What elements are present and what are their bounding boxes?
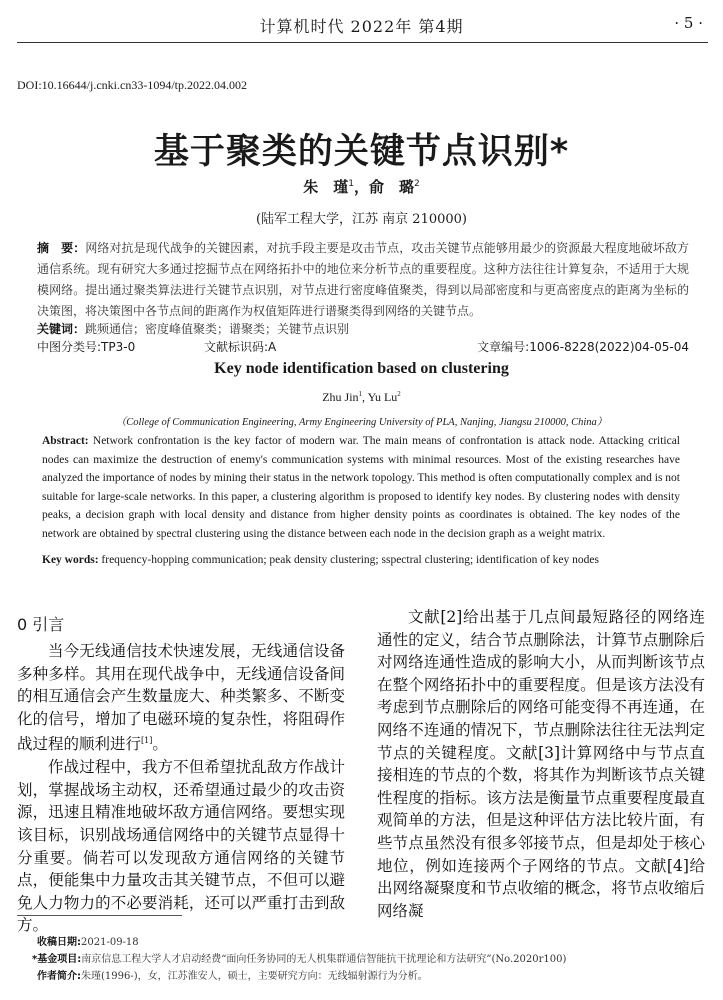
body-column-left [17, 640, 345, 937]
keywords-en-text: frequency-hopping communication; peak density clustering; sspectral clustering; identification of key nodes [98, 554, 599, 566]
running-head-journal: 计算机时代 2022年 第4期 [259, 17, 464, 36]
fund-text: 南京信息工程大学人才启动经费“面向任务协同的无人机集群通信智能抗干扰理论和方法研究”(No.2020r100) [81, 954, 567, 965]
keywords-en-label: Key words: [42, 554, 99, 566]
author-bio-label: 作者简介: [37, 971, 81, 982]
paper-title-en: Key node identification based on clustering [214, 360, 509, 377]
document-code: 文献标识码:A [204, 340, 277, 354]
header-divider [17, 42, 708, 43]
paragraph-text: 当今无线通信技术快速发展，无线通信设备多种多样。其用在现代战争中，无线通信设备间的相互通信会产生数量庞大、种类繁多、不断变化的信号，增加了电磁环境的复杂性，将阻碍作战过程的顺利进行 [17, 642, 345, 754]
footnote-fund [32, 950, 566, 965]
paragraph [17, 640, 345, 756]
abstract-cn [37, 238, 689, 322]
keywords-cn-text: 跳频通信；密度峰值聚类；谱聚类；关键节点识别 [85, 322, 350, 336]
author-1-affil-mark: 1 [348, 179, 354, 189]
doi: DOI:10.16644/j.cnki.cn33-1094/tp.2022.04.002 [17, 78, 247, 92]
footnote-received [37, 933, 139, 948]
article-number: 文章编号:1006-8228(2022)04-05-04 [477, 340, 689, 354]
abstract-en [42, 432, 680, 544]
keywords-cn [37, 320, 689, 337]
author-2: 俞 璐 [369, 178, 415, 196]
section-heading-introduction: 0 引言 [17, 615, 65, 634]
author-1-en-affil-mark: 1 [358, 390, 363, 398]
author-2-affil-mark: 2 [414, 179, 420, 189]
paragraph: 作战过程中，我方不但希望扰乱敌方作战计划，掌握战场主动权，还希望通过最少的攻击资源，迅速且精准地破坏敌方通信网络。要想实现该目标，识别战场通信网络中的关键节点显得十分重要。倘若可以发现敌方通信网络的关键节点，便能集中力量攻击其关键节点，不但可以避免人力物力的不必要消耗，还可以严重打击到敌方。 [17, 758, 345, 935]
affiliation-cn: (陆军工程大学，江苏 南京 210000) [255, 212, 468, 227]
clc-number: 中图分类号:TP3-0 [37, 340, 136, 354]
paragraph: 文献[2]给出基于几点间最短路径的网络连通性的定义，结合节点删除法，计算节点删除后对网络连通性造成的影响大小，从而判断该节点在整个网络拓扑中的重要程度。但是该方法没有考虑到节点删除后的网络可能变得不再连通，在网络不连通的情况下，节点删除法往往无法判定节点的关键程度。文献[3]计算网络中与节点直接相连的节点的个数，将其作为判断该节点关键性程度的指标。该方法是衡量节点重要程度最直观简单的方法，但是这种评估方法比较片面，有些节点虽然没有很多邻接节点，但是却处于核心地位，例如连接两个子网络的节点。文献[4]给出网络凝聚度和节点收缩的概念，将节点收缩后网络凝 [377, 608, 705, 920]
affiliation-en: （College of Communication Engineering, Army Engineering University of PLA, Nanjing, Jiangsu 210000, China） [115, 417, 608, 428]
footnote-divider [17, 915, 182, 916]
paper-title-cn: 基于聚类的关键节点识别* [153, 132, 570, 172]
fund-label: *基金项目: [32, 954, 82, 965]
abstract-cn-label: 摘 要： [37, 241, 86, 255]
author-bio-text: 朱瑾(1996-)，女，江苏淮安人，硕士，主要研究方向：无线辐射源行为分析。 [81, 971, 428, 982]
received-label: 收稿日期: [37, 937, 81, 948]
paragraph-end: 。 [152, 735, 168, 754]
author-1-en: Zhu Jin [322, 390, 359, 404]
authors-en [0, 390, 723, 405]
author-separator: ， [353, 178, 369, 196]
author-2-en-affil-mark: 2 [397, 390, 401, 398]
abstract-en-text: Network confrontation is the key factor of modern war. The main means of confrontation is attack node. Attacking critical nodes can maximize the destruction of enemy's communication systems with minimal resources. Most of the existing researches have analyzed the importance of nodes by mining their status in the network topology. This method is often computationally complex and is not suitable for large-scale networks. In this paper, a clustering algorithm is proposed to identify key nodes. By clustering nodes with density peaks, a decision graph with local density and distance from higher density points as coordinates is obtained. The key nodes of the network are obtained by spectral clustering using the distance between each node in the decision graph as a weight matrix. [42, 435, 680, 540]
abstract-cn-text: 网络对抗是现代战争的关键因素，对抗手段主要是攻击节点，攻击关键节点能够用最少的资源最大程度地破坏敌方通信系统。现有研究大多通过挖掘节点在网络拓扑中的地位来分析节点的重要程度。这种方法往往计算复杂，不适用于大规模网络。提出通过聚类算法进行关键节点识别，对节点进行密度峰值聚类，得到以局部密度和与更高密度点的距离为坐标的决策图，将决策图中各节点间的距离作为权值矩阵进行谱聚类得到网络的关键节点。 [37, 241, 689, 318]
author-2-en: Yu Lu [367, 390, 398, 404]
author-en-separator: , [362, 390, 368, 404]
received-date: 2021-09-18 [81, 937, 139, 948]
keywords-en [42, 554, 680, 566]
citation-ref[interactable]: [1] [141, 736, 153, 746]
author-1: 朱 瑾 [303, 178, 349, 196]
page-number: · 5 · [674, 14, 703, 32]
abstract-en-label: Abstract: [42, 435, 89, 447]
body-column-right [377, 606, 705, 922]
keywords-cn-label: 关键词： [37, 322, 86, 336]
authors-cn [0, 176, 723, 197]
footnote-author-bio [37, 967, 428, 982]
